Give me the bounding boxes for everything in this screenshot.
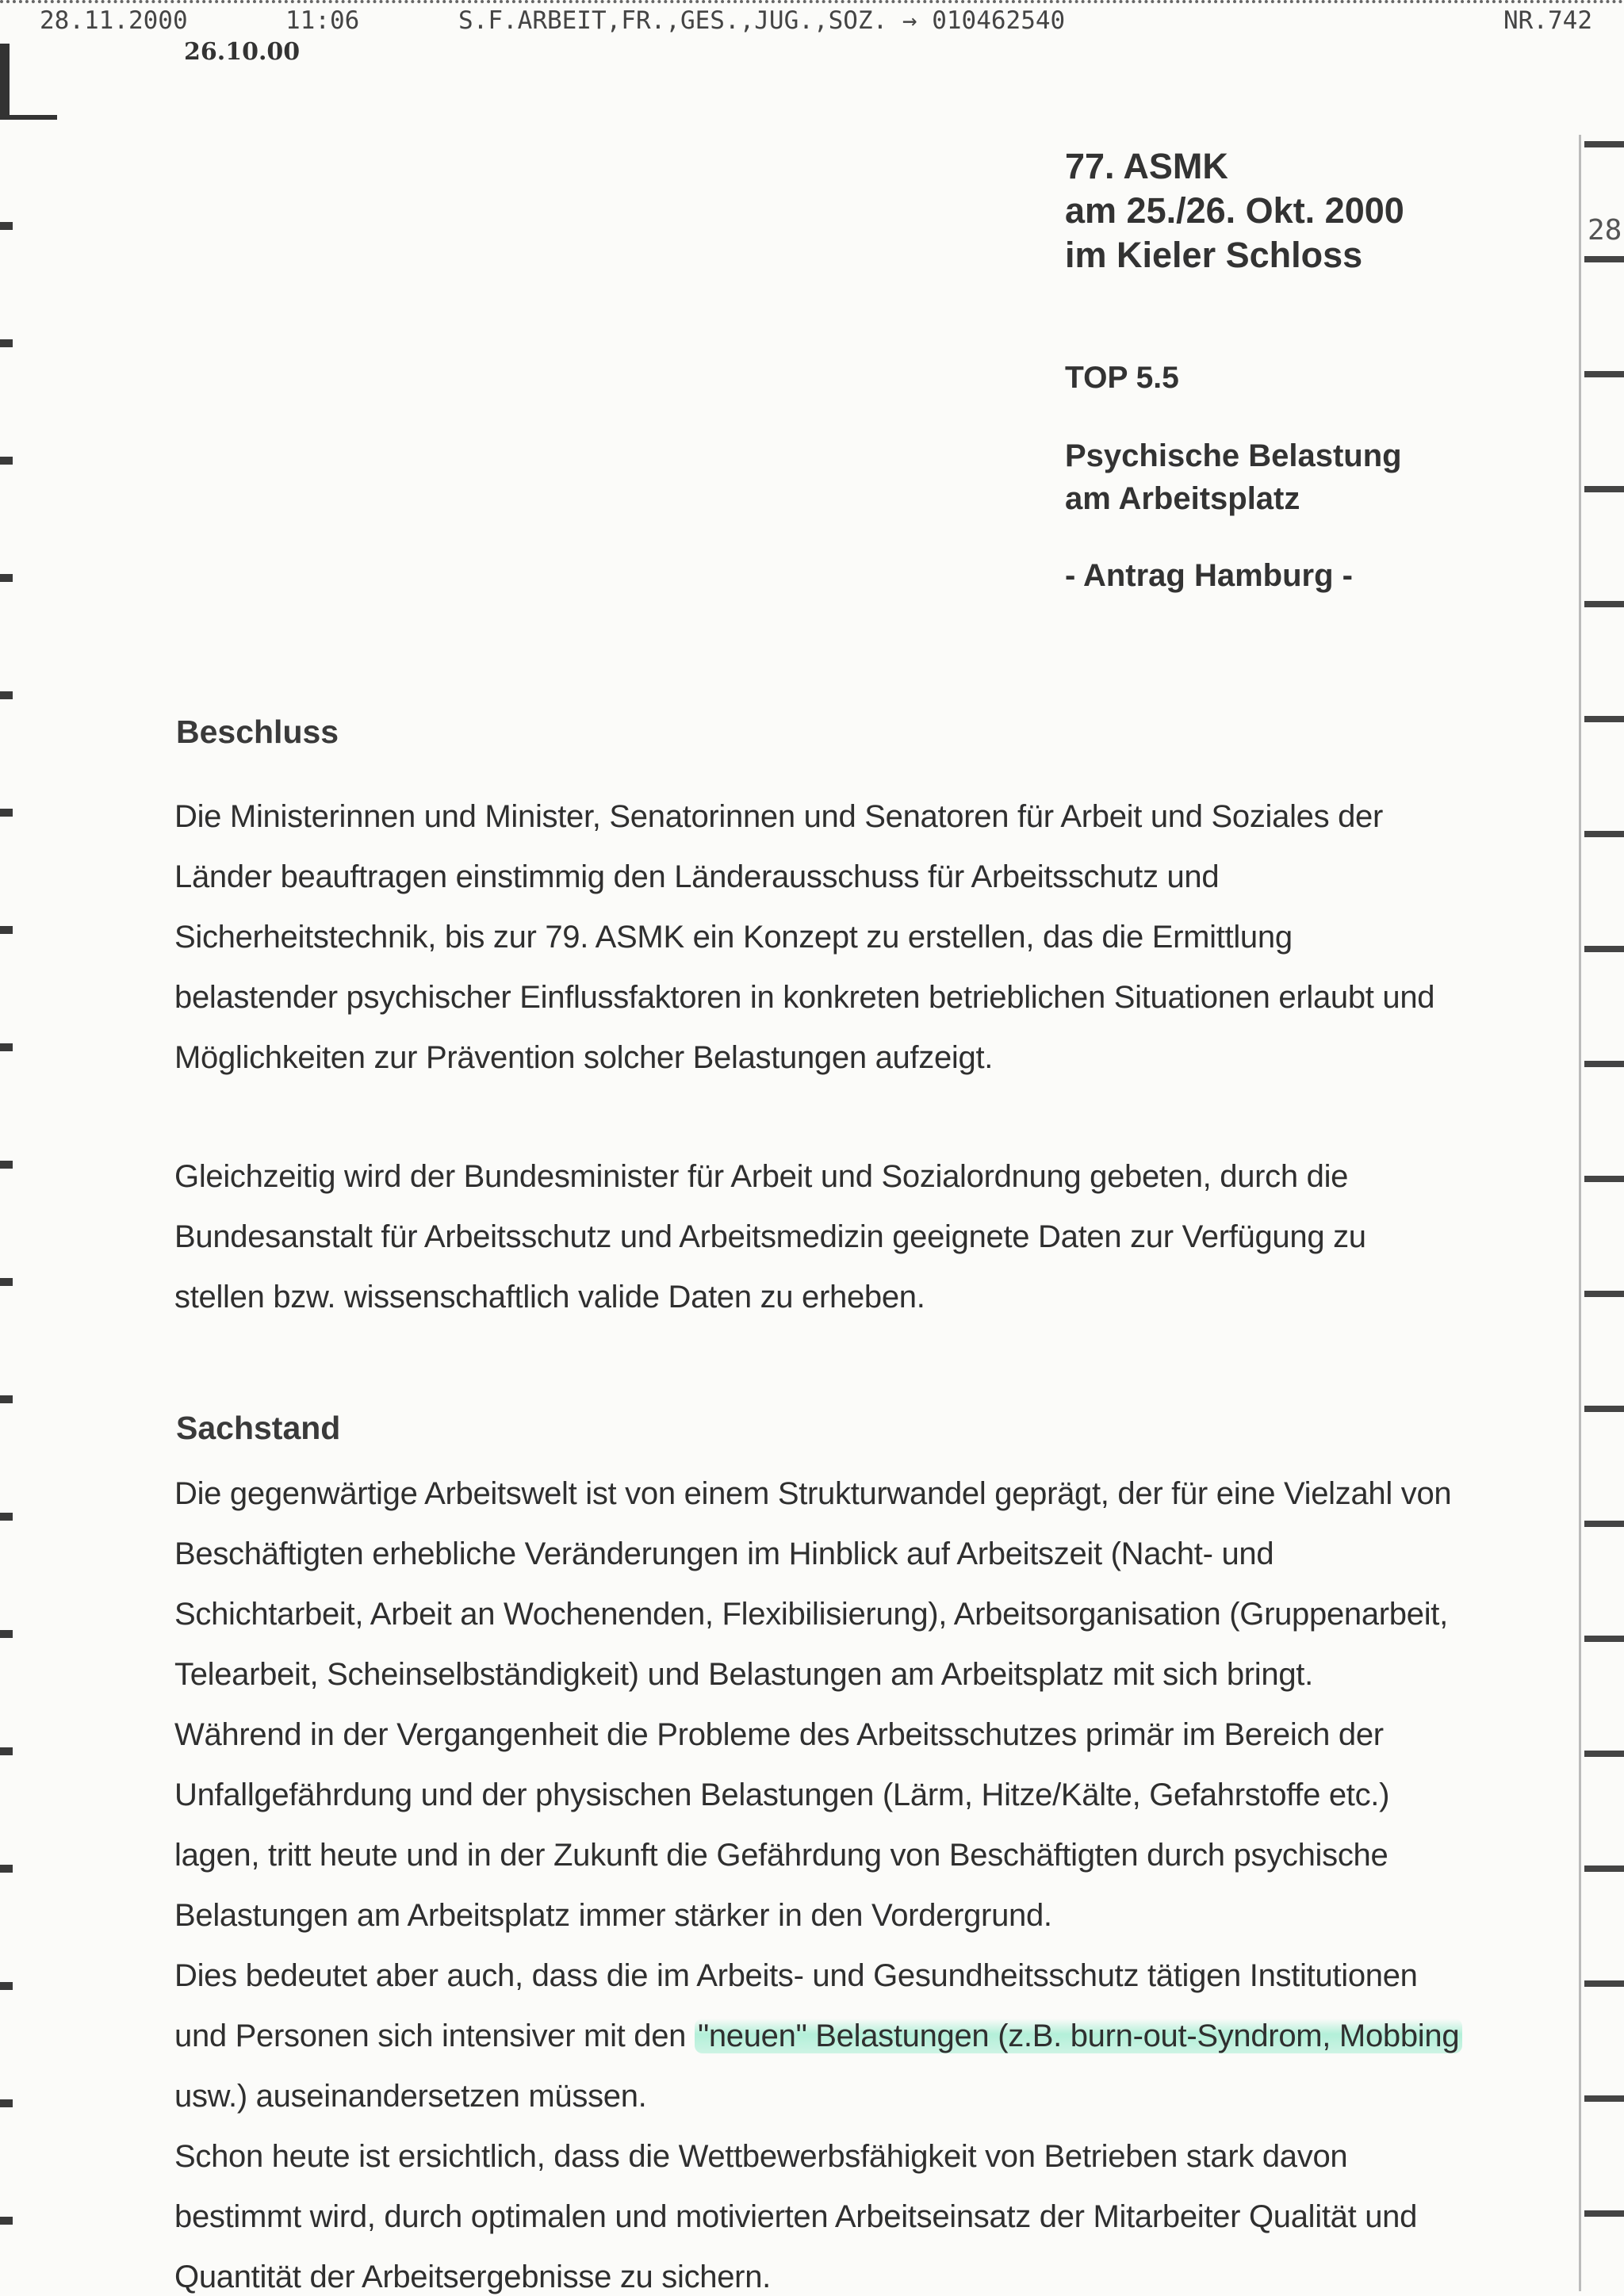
subject-line-2: am Arbeitsplatz (1065, 481, 1300, 516)
right-scan-mark (1584, 486, 1624, 492)
left-scan-mark (0, 1395, 13, 1403)
fax-time: 11:06 (285, 6, 360, 35)
fax-header (0, 0, 1624, 43)
right-scan-mark (1584, 946, 1624, 952)
left-scan-mark (0, 1982, 13, 1990)
left-scan-mark (0, 222, 13, 230)
text-line: Schon heute ist ersichtlich, dass die Wettbewerbsfähigkeit von Betrieben stark davon (174, 2139, 1348, 2174)
text-line: Quantität der Arbeitsergebnisse zu sichern. (174, 2260, 771, 2294)
right-scan-mark (1584, 1980, 1624, 1987)
right-scan-mark (1584, 1061, 1624, 1067)
left-scan-mark (0, 691, 13, 699)
right-scan-mark (1584, 1636, 1624, 1642)
right-scan-mark (1584, 601, 1624, 607)
text-line: belastender psychischer Einflussfaktoren in konkreten betrieblichen Situationen erlaubt und (174, 980, 1435, 1015)
left-scan-mark (0, 1161, 13, 1169)
right-scan-mark (1584, 831, 1624, 837)
highlighted-line (174, 2006, 1578, 2066)
fax-number: NR.742 (1503, 6, 1592, 35)
subject-line-1: Psychische Belastung (1065, 438, 1402, 473)
right-scan-mark (1584, 1751, 1624, 1757)
beschluss-paragraph-2 (174, 1146, 1578, 1327)
right-scan-mark (1584, 1521, 1624, 1527)
beschluss-heading: Beschluss (176, 714, 339, 750)
text-line: Belastungen am Arbeitsplatz immer stärker in den Vordergrund. (174, 1898, 1052, 1933)
text-line: usw.) auseinandersetzen müssen. (174, 2079, 647, 2114)
text-line: Beschäftigten erhebliche Veränderungen im Hinblick auf Arbeitszeit (Nacht- und (174, 1536, 1274, 1571)
left-scan-mark (0, 574, 13, 582)
text-line: lagen, tritt heute und in der Zukunft die Gefährdung von Beschäftigten durch psychische (174, 1838, 1388, 1873)
right-scan-mark (1584, 2095, 1624, 2102)
text-line: Dies bedeutet aber auch, dass die im Arbeits- und Gesundheitsschutz tätigen Institutionen (174, 1958, 1418, 1993)
scan-corner-mark (0, 44, 57, 120)
edge-fragment: 28 (1588, 214, 1622, 247)
highlight-line-prefix: und Personen sich intensiver mit den (174, 2019, 695, 2053)
right-scan-mark (1584, 716, 1624, 722)
text-line: bestimmt wird, durch optimalen und motivierten Arbeitseinsatz der Mitarbeiter Qualität und (174, 2199, 1418, 2234)
left-scan-mark (0, 2099, 13, 2107)
handwritten-date: 26.10.00 (184, 38, 301, 66)
text-line: Sicherheitstechnik, bis zur 79. ASMK ein Konzept zu erstellen, das die Ermittlung (174, 920, 1293, 955)
left-scan-mark (0, 1278, 13, 1286)
right-scan-mark (1584, 141, 1624, 147)
right-scan-mark (1584, 2210, 1624, 2217)
text-line: Die Ministerinnen und Minister, Senatorinnen und Senatoren für Arbeit und Soziales der (174, 799, 1384, 834)
left-scan-mark (0, 1630, 13, 1638)
left-scan-mark (0, 809, 13, 817)
text-line: Bundesanstalt für Arbeitsschutz und Arbeitsmedizin geeignete Daten zur Verfügung zu (174, 1219, 1366, 1254)
left-scan-mark (0, 339, 13, 347)
text-line: Schichtarbeit, Arbeit an Wochenenden, Flexibilisierung), Arbeitsorganisation (Gruppenarbeit, (174, 1597, 1448, 1632)
scan-edge-line (1579, 135, 1581, 2291)
left-scan-mark (0, 1513, 13, 1521)
left-scan-mark (0, 1043, 13, 1051)
sachstand-paragraph (174, 1464, 1578, 2296)
sachstand-heading: Sachstand (176, 1410, 341, 1446)
text-line: Länder beauftragen einstimmig den Länderausschuss für Arbeitsschutz und (174, 859, 1220, 894)
left-scan-mark (0, 2217, 13, 2225)
text-line: Möglichkeiten zur Prävention solcher Belastungen aufzeigt. (174, 1040, 994, 1075)
text-line: Gleichzeitig wird der Bundesminister für Arbeit und Sozialordnung gebeten, durch die (174, 1159, 1349, 1194)
left-scan-mark (0, 1747, 13, 1755)
conference-date: am 25./26. Okt. 2000 (1065, 190, 1404, 231)
right-scan-mark (1584, 1176, 1624, 1182)
marker-highlight: "neuen" Belastungen (z.B. burn-out-Syndrom, Mobbing (695, 2019, 1462, 2053)
text-line: Die gegenwärtige Arbeitswelt ist von einem Strukturwandel geprägt, der für eine Vielzahl von (174, 1476, 1452, 1511)
text-line: Während in der Vergangenheit die Probleme des Arbeitsschutzes primär im Bereich der (174, 1717, 1384, 1752)
text-line: Unfallgefährdung und der physischen Belastungen (Lärm, Hitze/Kälte, Gefahrstoffe etc.) (174, 1777, 1390, 1812)
conference-location: im Kieler Schloss (1065, 235, 1363, 275)
left-scan-mark (0, 1865, 13, 1873)
right-scan-mark (1584, 1866, 1624, 1872)
conference-title: 77. ASMK (1065, 146, 1228, 186)
fax-date: 28.11.2000 (40, 6, 188, 35)
agenda-item: TOP 5.5 (1065, 361, 1179, 395)
proposal-label: - Antrag Hamburg - (1065, 558, 1353, 593)
fax-sender: S.F.ARBEIT,FR.,GES.,JUG.,SOZ. → 010462540 (458, 6, 1066, 35)
text-line: Telearbeit, Scheinselbständigkeit) und Belastungen am Arbeitsplatz mit sich bringt. (174, 1657, 1313, 1692)
right-scan-mark (1584, 1406, 1624, 1412)
right-scan-mark (1584, 1291, 1624, 1297)
right-scan-mark (1584, 256, 1624, 262)
left-scan-mark (0, 926, 13, 934)
beschluss-paragraph-1 (174, 786, 1578, 1088)
right-scan-mark (1584, 371, 1624, 377)
text-line: stellen bzw. wissenschaftlich valide Daten zu erheben. (174, 1280, 925, 1314)
left-scan-mark (0, 457, 13, 465)
